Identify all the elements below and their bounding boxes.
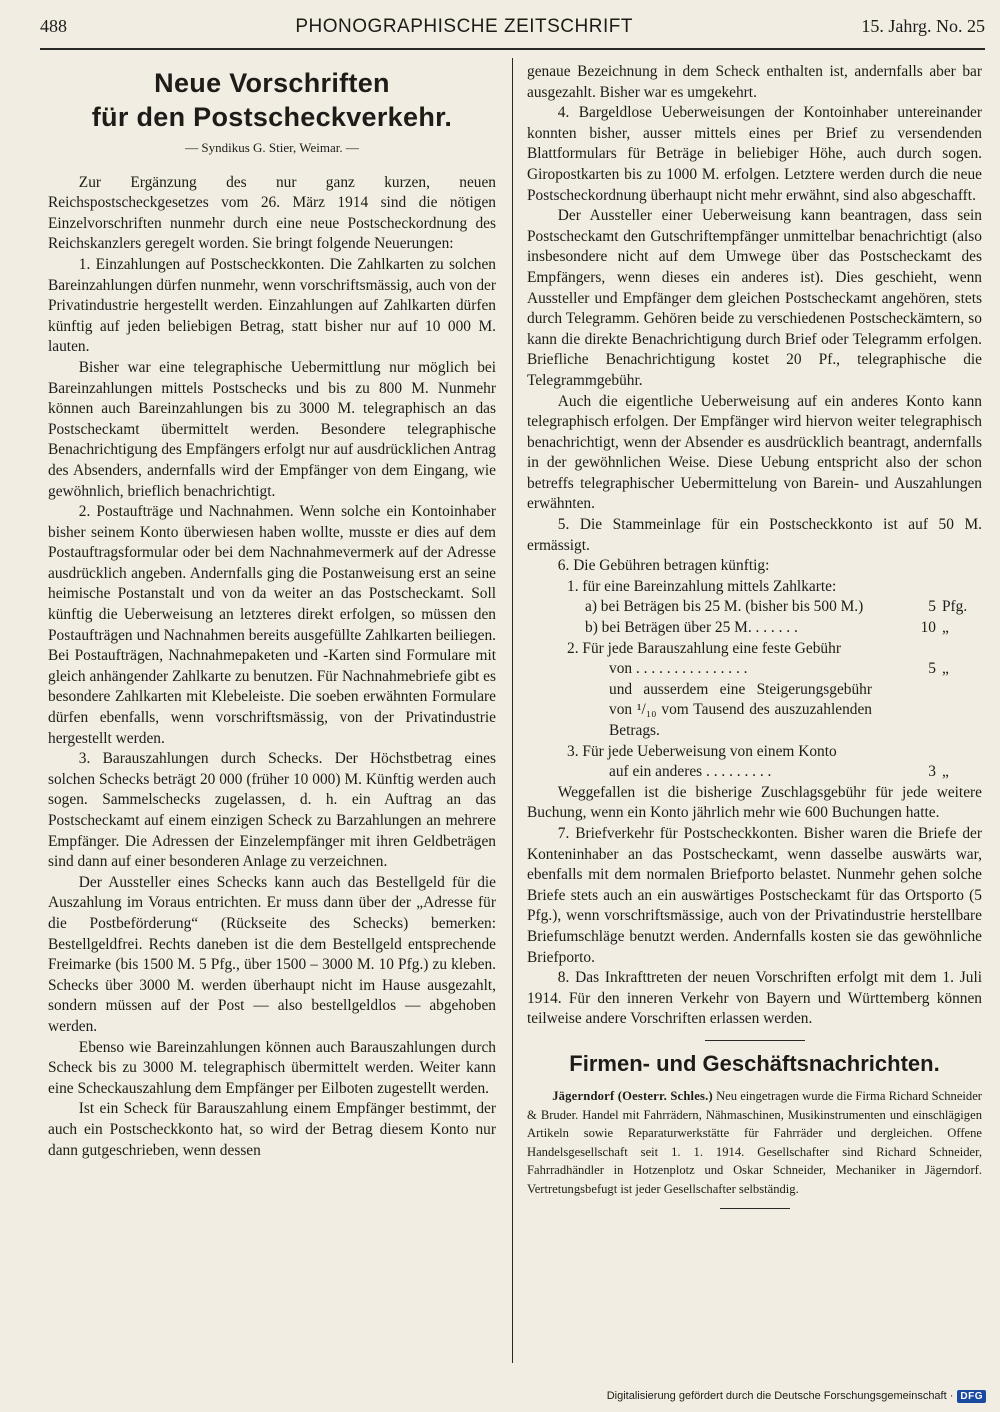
paragraph: 6. Die Gebühren betragen künftig: (557, 557, 770, 575)
fee-row (527, 639, 982, 660)
page-number: 488 (40, 16, 67, 36)
paragraph: 5. Die Stammeinlage für ein Postscheckkonto ist auf 50 M. ermässigt. (527, 516, 982, 554)
news-text: Neu eingetragen wurde die Firma Richard Schneider & Bruder. Handel mit Fahrrädern, Nähmaschinen, Musikinstrumenten und einschlägigen Artikeln sowie Reparaturwerkstätte für Fahrräder und dergleichen. Offene Handelsgesellschaft seit 1. 1. 1914. Gesellschafter sind Richard Schneider, Fahrradhändler in Hotzenplotz und Oskar Schneider, Mechaniker in Jägerndorf. Vertretungsbefugt ist jeder Gesellschafter selbständig. (527, 1088, 983, 1196)
fee-item-label: von . . . . . . . . . . . . . . . (609, 660, 748, 678)
right-column (527, 62, 982, 1209)
paragraph: Bisher war eine telegraphische Uebermittlung nur möglich bei Bareinzahlungen mittels Postschecks und bis zu 800 M. Nunmehr können auch Bareinzahlungen bis zu 3000 M. telegraphisch an das Postscheckamt übermittelt werden. Besondere telegraphische Benachrichtigung des Empfängers erfolgt nur auf ausdrücklichen Antrag des Absenders, andernfalls wird der Empfänger von dem Eingang, wie gewöhnlich, brieflich benachrichtigt. (48, 358, 496, 500)
fee-row (527, 659, 982, 680)
journal-title: PHONOGRAPHISCHE ZEITSCHRIFT (295, 16, 633, 37)
fee-item-label: 3. Für jede Ueberweisung von einem Konto (567, 742, 837, 760)
fee-item-label: auf ein anderes . . . . . . . . . (609, 763, 772, 781)
fee-item-label: b) bei Beträgen über 25 M. . . . . . . (585, 619, 798, 637)
fee-unit: „ (942, 660, 949, 678)
header-rule (40, 48, 985, 50)
business-news-entry (527, 1087, 982, 1199)
fee-row (527, 597, 982, 618)
fee-item-label: a) bei Beträgen bis 25 M. (bisher bis 500 M.) (585, 598, 864, 616)
article-byline: — Syndikus G. Stier, Weimar. — (185, 140, 359, 155)
paragraph: 2. Postaufträge und Nachnahmen. Wenn solche ein Kontoinhaber bisher seinem Konto überwiesen haben wollte, musste er dies auf dem Postauftragsformular oder bei dem Nachnahmevermerk auf der Adresse ausdrücklich angeben. Andernfalls ging die Postanweisung erst an seine heimische Postanstalt und von da weiter an das Postscheckamt. Soll künftig die Ueberweisung an letzteres direkt erfolgen, so müssen den Postaufträgen und Nachnahmen bereits ausgefüllte Zahlkarten beiliegen. Bei Postaufträgen, Nachnahmepaketen und -Karten sind Formulare mit gleich anhängender Zahlkarte zu benutzen. Für Nachnahmebriefe gibt es besondere Zahlkarten mit Klebeleiste. Die soeben erwähnten Formulare dürfen ebenfalls, wenn vorschriftsmässig, von der Privatindustrie hergestellt werden. (48, 503, 496, 747)
fee-amount: 5 (928, 660, 936, 678)
business-news-title: Firmen- und Geschäftsnachrichten. (569, 1050, 940, 1076)
news-place: Jägerndorf (Oesterr. Schles.) (552, 1088, 713, 1103)
paragraph: Ist ein Scheck für Barauszahlung einem Empfänger bestimmt, der auch ein Postscheckkonto hat, so wird der Betrag diesem Konto nur dann gutgeschrieben, wenn dessen (48, 1100, 496, 1159)
paragraph: Der Aussteller eines Schecks kann auch das Bestellgeld für die Auszahlung im Voraus entrichten. Er muss dann über der „Adresse für die Postbeförderung“ (Rückseite des Schecks) bemerken: Bestellgeldfrei. Rechts daneben ist die dem Bestellgeld entsprechende Freimarke (bis 1500 M. 5 Pfg., über 1500 – 3000 M. 10 Pfg.) zu kleben. Schecks über 3000 M. werden überhaupt nicht im Hause ausgezahlt, sondern müssen auf der Post — also bestellgeldlos — abgehoben werden. (48, 873, 496, 1035)
article-title-line2: für den Postscheckverkehr. (91, 102, 453, 132)
fee-row (527, 742, 982, 763)
section-rule (705, 1040, 805, 1041)
fee-unit: Pfg. (942, 598, 968, 616)
dfg-logo-icon: DFG (957, 1390, 986, 1403)
fee-amount: 5 (928, 598, 936, 616)
fee-unit: „ (942, 763, 949, 781)
fee-row (527, 680, 982, 742)
paragraph: Zur Ergänzung des nur ganz kurzen, neuen Reichspostscheckgesetzes vom 26. März 1914 sind die nötigen Einzelvorschriften nunmehr durch eine neue Postscheckordnung des Reichskanzlers geregelt worden. Sie bringt folgende Neuerungen: (48, 173, 496, 253)
fee-item-label: und ausserdem eine Steigerungsgebühr von ¹/₁₀ vom Tausend des auszuzahlenden Betrags. (609, 680, 872, 739)
fee-table (527, 577, 982, 783)
paragraph: Auch die eigentliche Ueberweisung auf ein anderes Konto kann telegraphisch erfolgen. Der Empfänger wird hiervon weiter telegraphisch benachrichtigt, wenn der Absender es ausdrücklich beantragt, andernfalls in der gewöhnlichen Weise. Diese Uebung entspricht also der schon betreffs telegraphischer Uebermittelung von Barein- und Auszahlungen erwähnten. (527, 392, 982, 513)
digitization-footer (607, 1386, 986, 1406)
footer-text: Digitalisierung gefördert durch die Deutsche Forschungsgemeinschaft · (606, 1390, 954, 1402)
end-rule (720, 1208, 790, 1209)
fee-row (527, 577, 982, 598)
paragraph: 3. Barauszahlungen durch Schecks. Der Höchstbetrag eines solchen Schecks beträgt 20 000 (früher 10 000) M. Künftig werden auch sogen. Sammelschecks zugelassen, d. h. ein Auftrag an das Postscheckamt auf einem einzigen Scheck zu Barzahlungen an mehrere Empfänger. Die Adressen der Einzelempfänger mit ihren Geldbeträgen sind dann auf einer besonderen Anlage zu verzeichnen. (48, 750, 496, 871)
paragraph: 4. Bargeldlose Ueberweisungen der Kontoinhaber untereinander konnten bisher, ausser mittels eines per Brief zu versendenden Blattformulars für Beträge in beliebiger Höhe, auch durch sogen. Giropostkarten bis zu 1000 M. erfolgen. Letztere werden durch die neue Postscheckordnung überhaupt nicht mehr erwähnt, sind also abgeschafft. (527, 104, 982, 204)
fee-row (527, 762, 982, 783)
fee-amount: 10 (920, 619, 936, 637)
article-title (48, 66, 496, 134)
paragraph: 1. Einzahlungen auf Postscheckkonten. Die Zahlkarten zu solchen Bareinzahlungen dürfen nunmehr, wenn vorschriftsmässig, auch von der Privatindustrie hergestellt werden. Einzahlungen auf Zahlkarten dürfen künftig auf jeden beliebigen Betrag, statt bisher nur auf 10 000 M. lauten. (48, 255, 496, 356)
paragraph: Weggefallen ist die bisherige Zuschlagsgebühr für jede weitere Buchung, wenn ein Konto jährlich mehr wie 600 Buchungen hatte. (527, 783, 982, 822)
fee-row (527, 618, 982, 639)
left-column (48, 60, 496, 1161)
fee-item-label: 2. Für jede Barauszahlung eine feste Gebühr (567, 639, 841, 657)
paragraph: Der Aussteller einer Ueberweisung kann beantragen, dass sein Postscheckamt den Gutschriftempfänger unmittelbar benachrichtigt (also insbesondere nicht auf dem Umwege über das Postscheckamt des Empfängers, wenn dieses ein anderes ist). Dies geschieht, wenn Aussteller und Empfänger dem gleichen Postscheckamt angehören, stets durch Telegramm. Gehören beide zu verschiedenen Postscheckämtern, so kann die direkte Benachrichtigung durch Brief oder Telegramm erfolgen. Briefliche Benachrichtigung kostet 20 Pf., telegraphische die Telegrammgebühr. (527, 207, 982, 389)
page-header (40, 16, 985, 46)
paragraph: 8. Das Inkrafttreten der neuen Vorschriften erfolgt mit dem 1. Juli 1914. Für den inneren Verkehr von Bayern und Württemberg können teilweise andere Vorschriften erlassen werden. (527, 969, 982, 1028)
column-divider (512, 58, 513, 1363)
paragraph: 7. Briefverkehr für Postscheckkonten. Bisher waren die Briefe der Konteninhaber an das Postscheckamt, wenn dasselbe auswärts war, ebenfalls mit dem normalen Briefporto belastet. Nunmehr gehen solche Briefe stets auch an ein auswärtiges Postscheckamt für das Ortsporto (5 Pfg.), wenn vorschriftsmässige, auch von der Privatindustrie herstellbare Briefumschläge benutzt werden. Andernfalls kosten sie das gewöhnliche Briefporto. (527, 824, 982, 966)
paragraph: Ebenso wie Bareinzahlungen können auch Barauszahlungen durch Scheck bis zu 3000 M. telegraphisch übermittelt werden. Weiter kann eine Scheckauszahlung dem Empfänger per Eilboten zugestellt werden. (48, 1038, 496, 1097)
paragraph: genaue Bezeichnung in dem Scheck enthalten ist, andernfalls aber bar ausgezahlt. Bisher war es umgekehrt. (527, 63, 982, 101)
article-title-line1: Neue Vorschriften (154, 68, 390, 98)
fee-item-label: 1. für eine Bareinzahlung mittels Zahlkarte: (567, 577, 837, 595)
fee-unit: „ (942, 619, 949, 637)
issue-label: 15. Jahrg. No. 25 (861, 16, 985, 36)
fee-amount: 3 (928, 763, 936, 781)
